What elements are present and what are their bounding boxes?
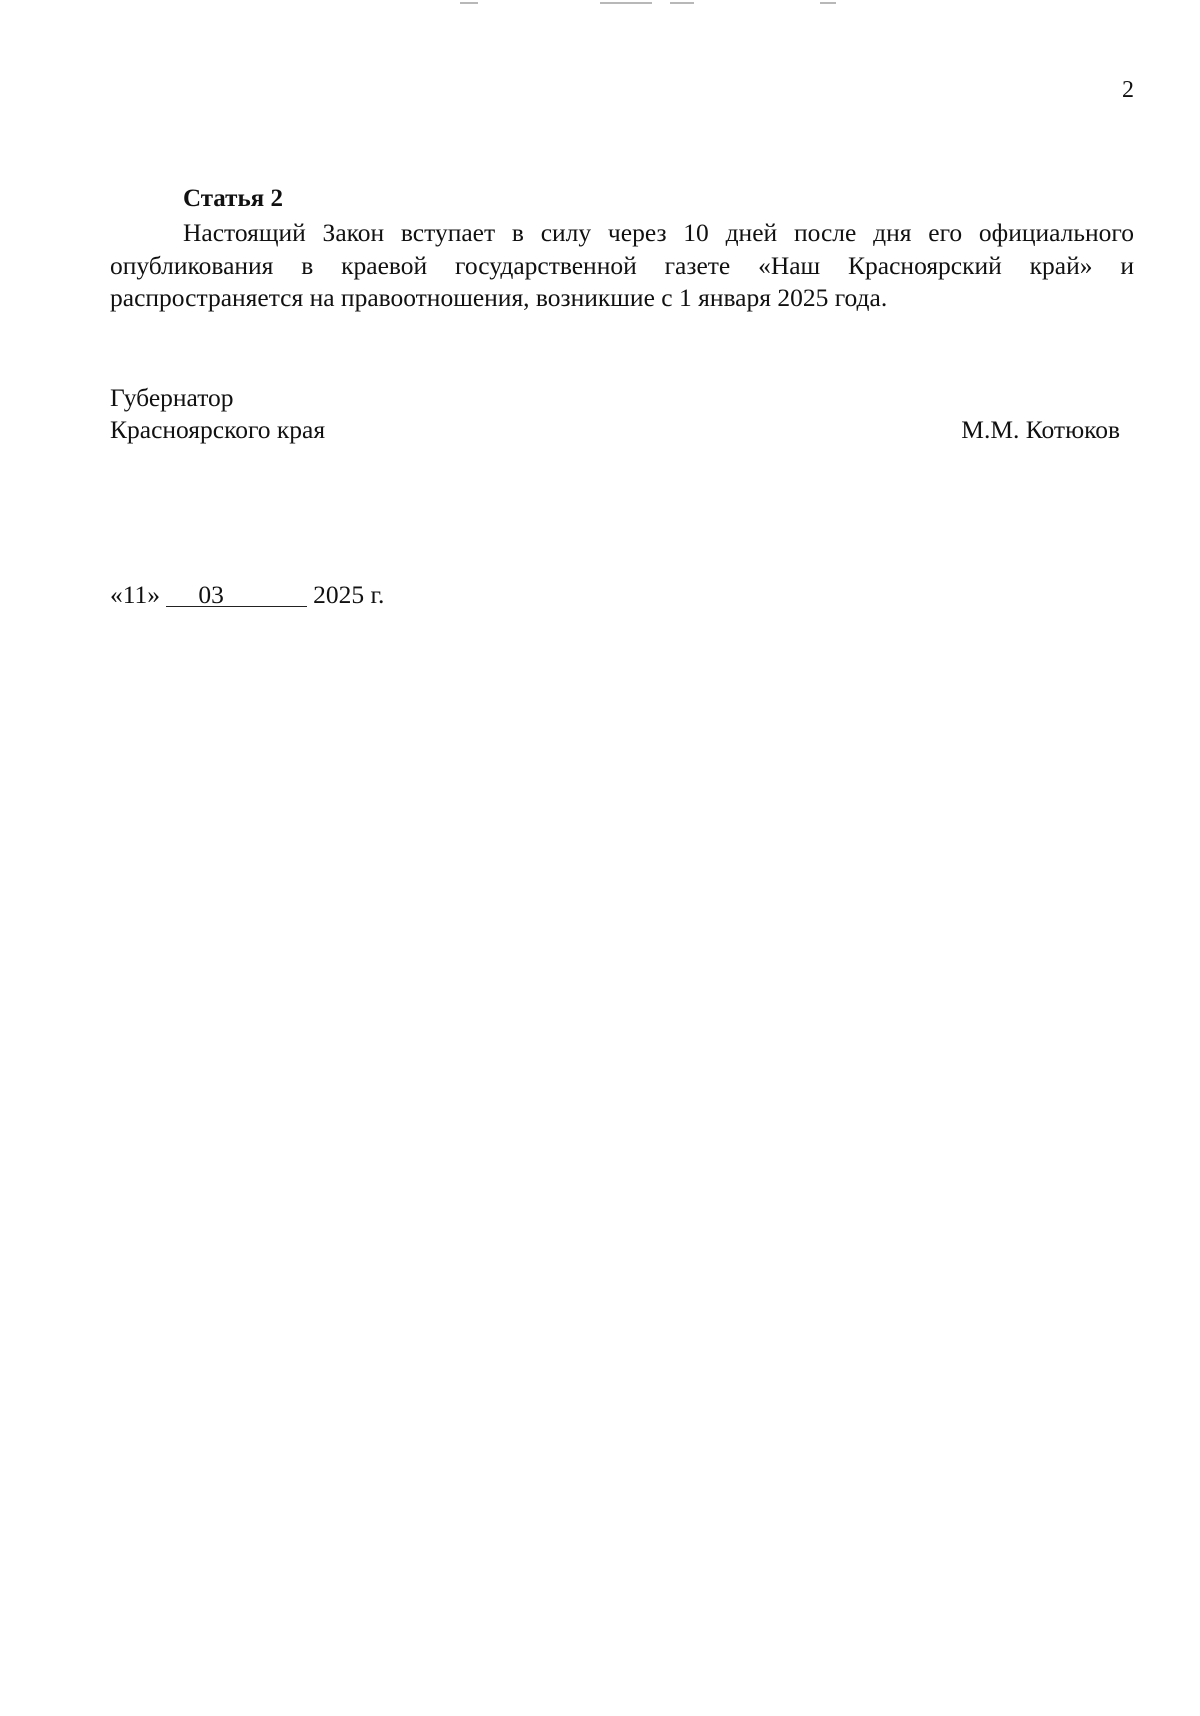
signatory-position-line1: Губернатор [110, 383, 234, 412]
signatory-position-line2: Красноярского края [110, 415, 326, 444]
date-month: 03 [198, 580, 224, 609]
date-year: 2025 г. [313, 580, 385, 609]
scan-artifact-marks [460, 0, 920, 8]
date-month-trailing-blank [224, 579, 307, 611]
signatory-name: М.М. Котюков [961, 415, 1120, 444]
page-number: 2 [1122, 77, 1134, 103]
date-day: «11» [110, 580, 161, 609]
date-month-field [166, 579, 306, 611]
article-heading: Статья 2 [183, 185, 283, 212]
signing-date [110, 579, 384, 611]
article-paragraph: Настоящий Закон вступает в силу через 10 дней после дня его официального опубликования в краевой государственной газете «Наш Красноярский край» и распространяется на правоотношения, возникшие с 1 января 2025 года. [110, 218, 1134, 312]
signature-row [110, 414, 1120, 446]
signature-block [110, 382, 1120, 446]
